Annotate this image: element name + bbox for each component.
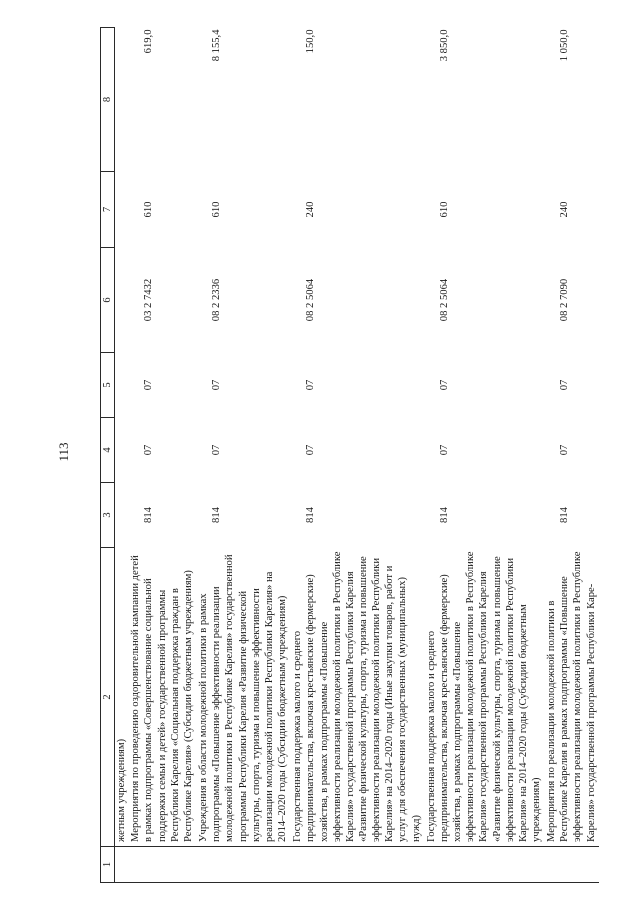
cell-section: 07: [559, 444, 571, 456]
cell-subsection: 07: [143, 379, 155, 391]
table-row: [424, 28, 544, 883]
cell-amount: 150,0: [305, 29, 317, 54]
cell-amount: 619,0: [143, 29, 155, 54]
row-description: Мероприятия по проведению оздоровительной кампании детей в рамках подпрограммы «Совершенствование социальной поддержки семьи и детей» государственной программы Республики Карелия «Социальная поддержка граждан в Республике Карелия» (Субсидии бюджетным учреждениям): [130, 555, 194, 842]
cell-amount: 1 050,0: [559, 29, 571, 62]
row-description: Государственная поддержка малого и среднего предпринимательства, включая крестьянские (фермерские) хозяйства, в рамках подпрограммы «Повышение эффективности реализации молодежной политики в Республике Карелия» государственной программы Республики Карелия «Развитие физической культуры, спорта, туризма и повышение эффективности реализации молодежной политики Республики Карелия» на 2014–2020 годы (Субсидии бюджетным учреждениям): [425, 551, 542, 842]
cell-admin-code: 814: [305, 507, 317, 523]
cell-expense-type: 240: [305, 201, 317, 218]
page-number: 113: [56, 442, 71, 462]
rotated-page: [100, 0, 640, 883]
cell-subsection: 07: [438, 379, 450, 391]
column-header: 8: [101, 28, 115, 172]
budget-table: [100, 27, 599, 883]
row-description: Учреждения в области молодежной политики в рамках подпрограммы «Повышение эффективности реализации молодежной политики в Республике Карелия» государственной программы Республики Карелия «Развитие физической культуры, спорта, туризма и повышение эффективности реализации молодежной политики Республики Карелия» на 2014–2020 годы (Субсидии бюджетным учреждениям): [198, 554, 289, 842]
row-description: Государственная поддержка малого и среднего предпринимательства, включая крестьянские (фермерские) хозяйства, в рамках подпрограммы «Повышение эффективности реализации молодежной политики в Республике Карелия» государственной программы Республики Карелия «Развитие физической культуры, спорта, туризма и повышение эффективности реализации молодежной политики Республики Карелия» на 2014–2020 годы (Иные закупки товаров, работ и услуг для обеспечения государственных (муниципальных) нужд): [292, 551, 422, 842]
cell-target-item: 08 2 2336: [211, 278, 223, 322]
cell-admin-code: 814: [143, 507, 155, 523]
column-header: 3: [101, 483, 115, 548]
cell-expense-type: 610: [438, 201, 450, 218]
table-row: [290, 28, 424, 883]
cell-target-item: 08 2 7090: [559, 278, 571, 322]
cell-target-item: 03 2 7432: [143, 278, 155, 322]
cell-expense-type: 240: [559, 201, 571, 218]
table-row: [544, 28, 599, 883]
column-header: 6: [101, 248, 115, 353]
cell-section: 07: [211, 444, 223, 456]
cell-subsection: 07: [211, 379, 223, 391]
column-header: 7: [101, 172, 115, 248]
cell-section: 07: [143, 444, 155, 456]
table-row: [196, 28, 290, 883]
cell-expense-type: 610: [143, 201, 155, 218]
table-row: [115, 28, 129, 883]
cell-target-item: 08 2 5064: [438, 278, 450, 322]
table-row: [128, 28, 196, 883]
cell-amount: 8 155,4: [211, 29, 223, 62]
row-description: жетным учреждениям): [116, 738, 128, 842]
column-header: 5: [101, 353, 115, 418]
cell-target-item: 08 2 5064: [305, 278, 317, 322]
cell-subsection: 07: [305, 379, 317, 391]
cell-subsection: 07: [559, 379, 571, 391]
cell-admin-code: 814: [559, 507, 571, 523]
cell-expense-type: 610: [211, 201, 223, 218]
column-header: 1: [101, 847, 115, 883]
column-number-row: [101, 28, 115, 883]
cell-admin-code: 814: [438, 507, 450, 523]
cell-section: 07: [305, 444, 317, 456]
column-header: 4: [101, 418, 115, 483]
cell-admin-code: 814: [211, 507, 223, 523]
column-header: 2: [101, 548, 115, 847]
cell-section: 07: [438, 444, 450, 456]
row-description: Мероприятия по реализации молодежной политики в Республике Карелия в рамках подпрограммы «Повышение эффективности реализации молодежной политики в Республике Карелия» государственной программы Республики Каре-: [546, 551, 597, 842]
cell-amount: 3 850,0: [438, 29, 450, 62]
